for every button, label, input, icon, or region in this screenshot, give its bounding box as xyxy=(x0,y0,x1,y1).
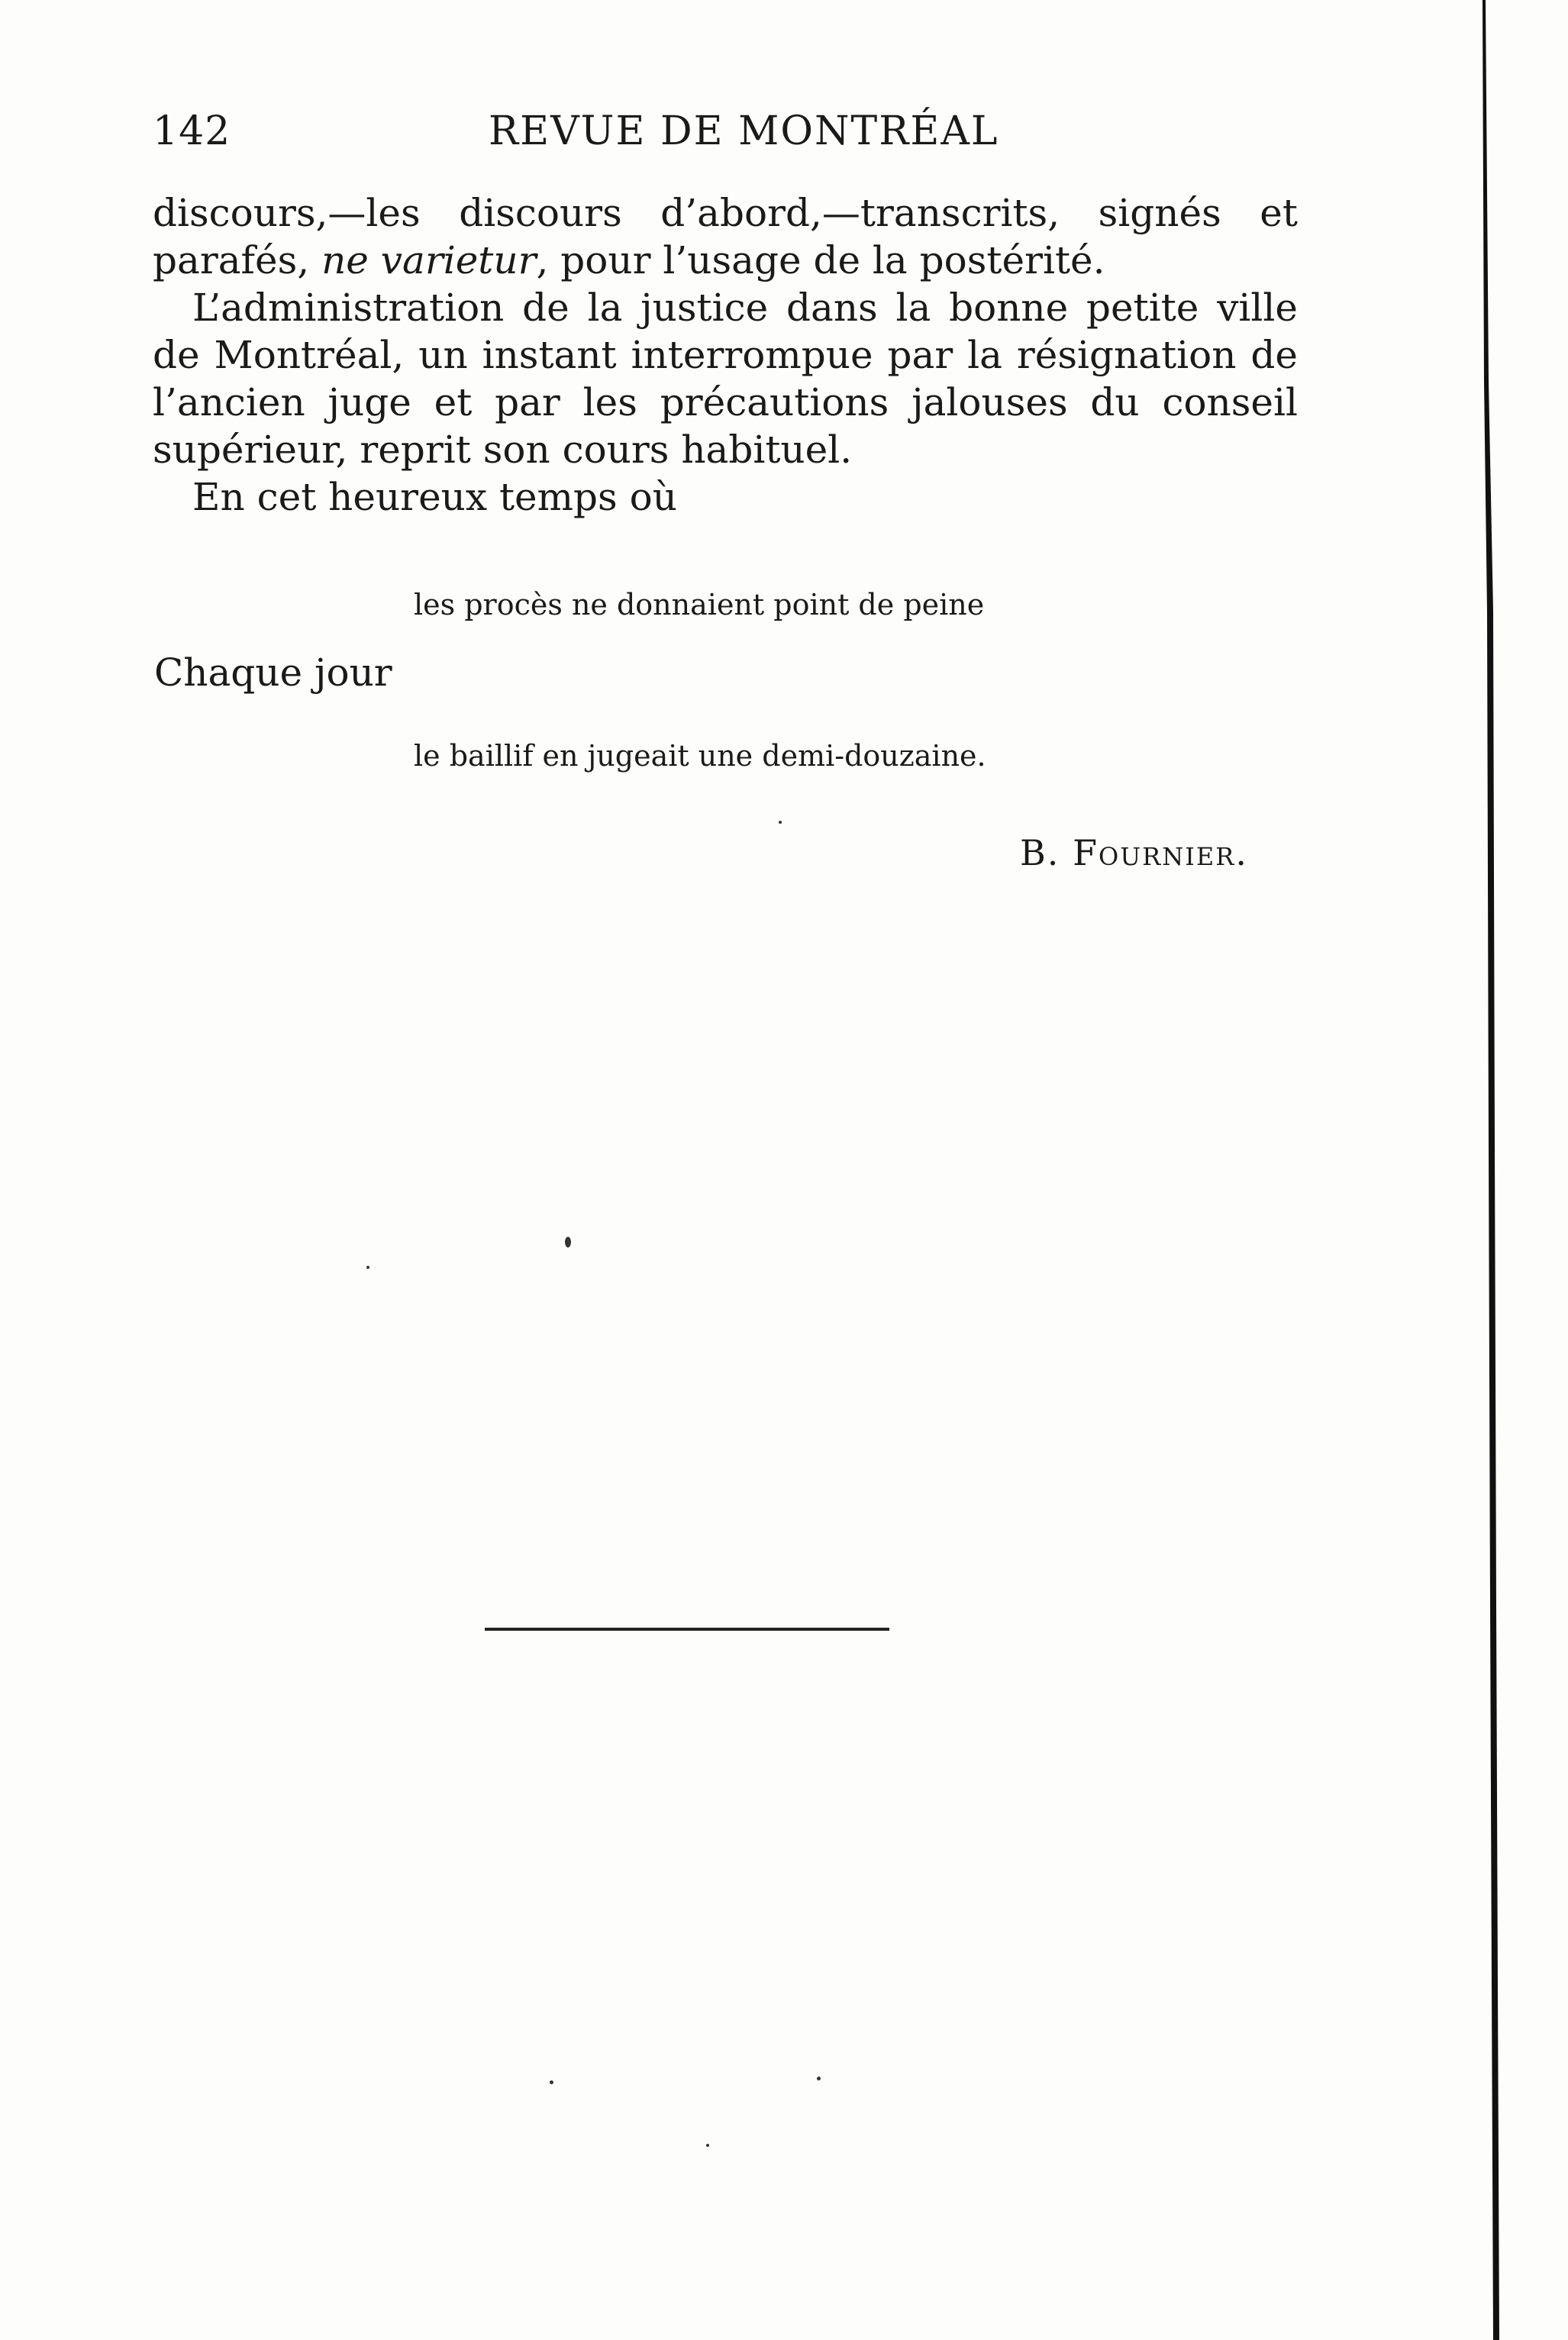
paragraph-1 xyxy=(153,189,1298,284)
author-name: Fournier. xyxy=(1073,832,1248,873)
page-binding-edge xyxy=(1481,0,1504,2340)
print-speck xyxy=(779,821,782,824)
print-speck xyxy=(565,1237,571,1247)
author-signature xyxy=(1020,832,1248,873)
paragraph-3: En cet heureux temps où xyxy=(192,475,677,519)
print-speck xyxy=(817,2077,821,2080)
print-speck xyxy=(706,2144,709,2147)
paragraph-1-start: discours,—les discours d’abord,—transcrits, signés et parafés, xyxy=(153,191,1298,282)
print-speck xyxy=(366,1266,369,1269)
verse-chaque-jour: Chaque jour xyxy=(154,650,392,695)
body-text xyxy=(153,189,1298,521)
page-number: 142 xyxy=(153,108,231,154)
page-header xyxy=(153,108,1298,162)
paragraph-1-end: , pour l’usage de la postérité. xyxy=(536,238,1105,282)
author-initial: B. xyxy=(1020,832,1060,873)
running-title: REVUE DE MONTRÉAL xyxy=(489,108,999,154)
section-divider xyxy=(485,1628,889,1631)
print-speck xyxy=(550,2080,553,2084)
paragraph-1-italic: ne varietur xyxy=(321,238,537,282)
verse-line-2: le baillif en jugeait une demi-douzaine. xyxy=(414,739,986,773)
verse-line-1: les procès ne donnaient point de peine xyxy=(414,588,985,621)
paragraph-2: L’administration de la justice dans la bonne petite ville de Montréal, un instant interrompue par la résignation de l’ancien juge et par les précautions jalouses du conseil supérieur, reprit son cours habituel. xyxy=(153,286,1298,472)
